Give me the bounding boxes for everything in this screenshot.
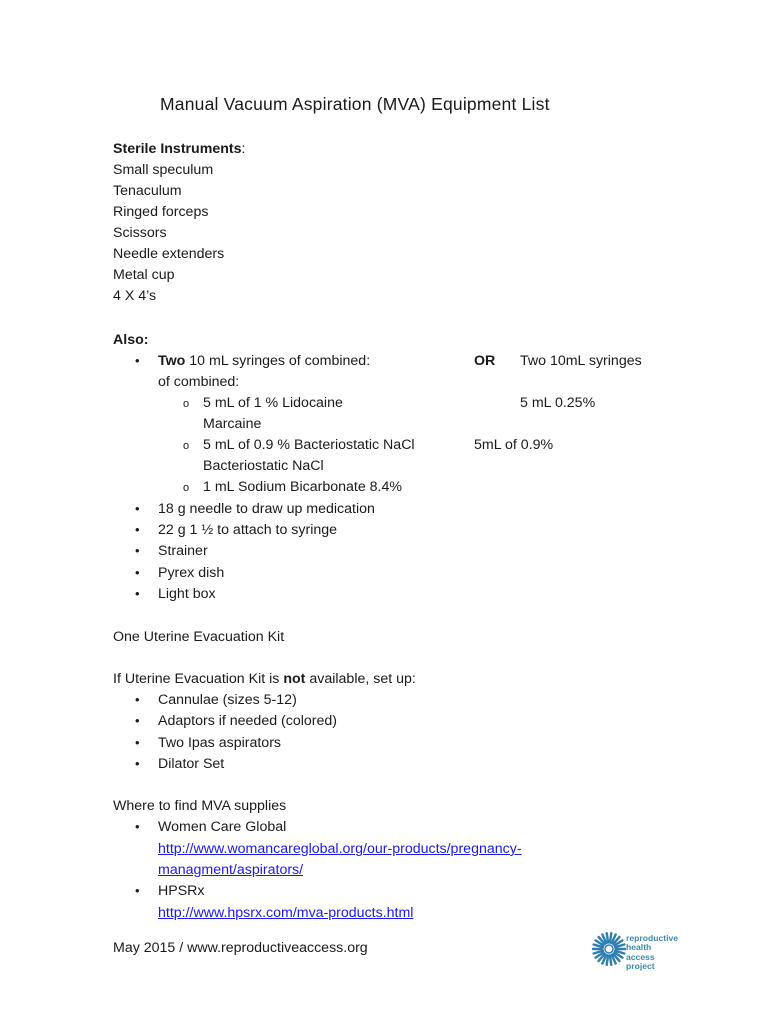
list-item: Tenaculum xyxy=(113,183,182,199)
logo-text xyxy=(626,934,678,972)
list-item: Ringed forceps xyxy=(113,204,209,220)
vendor-link[interactable]: http://www.womancareglobal.org/our-products/pregnancy- xyxy=(158,841,522,857)
ifnot-line xyxy=(113,669,416,689)
list-item: Two Ipas aspirators xyxy=(158,735,282,751)
bullet-icon: • xyxy=(135,819,140,834)
logo-ray xyxy=(610,955,611,964)
bullet-icon: • xyxy=(135,353,140,368)
sub-item-alt: 5mL of 0.9% xyxy=(474,437,554,453)
list-item: Strainer xyxy=(158,543,208,559)
logo-line: project xyxy=(626,961,655,972)
where-heading: Where to find MVA supplies xyxy=(113,798,287,814)
vendor-name: Women Care Global xyxy=(158,819,287,835)
list-item: Cannulae (sizes 5-12) xyxy=(158,692,297,708)
kit-line: One Uterine Evacuation Kit xyxy=(113,629,285,645)
sub-bullet-icon: o xyxy=(183,440,190,452)
bullet-icon: • xyxy=(135,501,140,516)
org-logo xyxy=(590,928,684,974)
sterile-heading xyxy=(113,139,245,159)
sub-item-alt: 5 mL 0.25% xyxy=(520,395,596,411)
vendor-link-cont[interactable]: managment/aspirators/ xyxy=(158,862,304,878)
logo-ray xyxy=(610,933,611,942)
logo-line: reproductive xyxy=(626,933,679,943)
vendor-name: HPSRx xyxy=(158,883,205,899)
bullet-icon: • xyxy=(135,522,140,537)
syringe-line xyxy=(158,351,370,371)
list-item: Needle extenders xyxy=(113,246,225,262)
list-item: Dilator Set xyxy=(158,756,225,772)
list-item: Small speculum xyxy=(113,162,214,178)
sub-item-cont: Bacteriostatic NaCl xyxy=(203,458,324,474)
bullet-icon: • xyxy=(135,586,140,601)
list-item: Scissors xyxy=(113,225,167,241)
syringe-text: 10 mL syringes of combined: xyxy=(189,353,371,369)
list-item: 4 X 4’s xyxy=(113,288,157,304)
ifnot-post: available, set up: xyxy=(309,671,416,687)
list-item: Adaptors if needed (colored) xyxy=(158,713,338,729)
bullet-icon: • xyxy=(135,756,140,771)
logo-ray xyxy=(607,933,608,942)
sterile-heading-label: Sterile Instruments xyxy=(113,141,242,157)
sub-item: 1 mL Sodium Bicarbonate 8.4% xyxy=(203,479,402,495)
footer-text: May 2015 / www.reproductiveaccess.org xyxy=(113,940,368,956)
list-item: Light box xyxy=(158,586,216,602)
logo-line: access xyxy=(626,951,655,962)
list-item: Pyrex dish xyxy=(158,565,225,581)
bullet-icon: • xyxy=(135,713,140,728)
sub-bullet-icon: o xyxy=(183,482,190,494)
ifnot-pre: If Uterine Evacuation Kit is xyxy=(113,671,280,687)
syringe-cont: of combined: xyxy=(158,374,240,390)
bullet-icon: • xyxy=(135,692,140,707)
page-title: Manual Vacuum Aspiration (MVA) Equipment List xyxy=(160,94,550,114)
sterile-heading-colon: : xyxy=(241,141,246,157)
sub-item-cont: Marcaine xyxy=(203,416,262,432)
logo-ray xyxy=(607,955,608,964)
sub-bullet-icon: o xyxy=(183,398,190,410)
list-item: 22 g 1 ½ to attach to syringe xyxy=(158,522,338,538)
ifnot-bold: not xyxy=(283,671,306,687)
bullet-icon: • xyxy=(135,735,140,750)
list-item: Metal cup xyxy=(113,267,175,283)
alt-syringe-text: Two 10mL syringes xyxy=(520,353,642,369)
sub-item: 5 mL of 1 % Lidocaine xyxy=(203,395,343,411)
bullet-icon: • xyxy=(135,543,140,558)
vendor-link[interactable]: http://www.hpsrx.com/mva-products.html xyxy=(158,905,414,921)
syringe-bold: Two xyxy=(158,353,186,369)
logo-line: health xyxy=(626,942,652,953)
or-label: OR xyxy=(474,353,496,369)
sunburst-logo-icon xyxy=(592,932,626,966)
bullet-icon: • xyxy=(135,883,140,898)
bullet-icon: • xyxy=(135,565,140,580)
list-item: 18 g needle to draw up medication xyxy=(158,501,375,517)
also-heading: Also: xyxy=(113,332,149,348)
sub-item: 5 mL of 0.9 % Bacteriostatic NaCl xyxy=(203,437,415,453)
